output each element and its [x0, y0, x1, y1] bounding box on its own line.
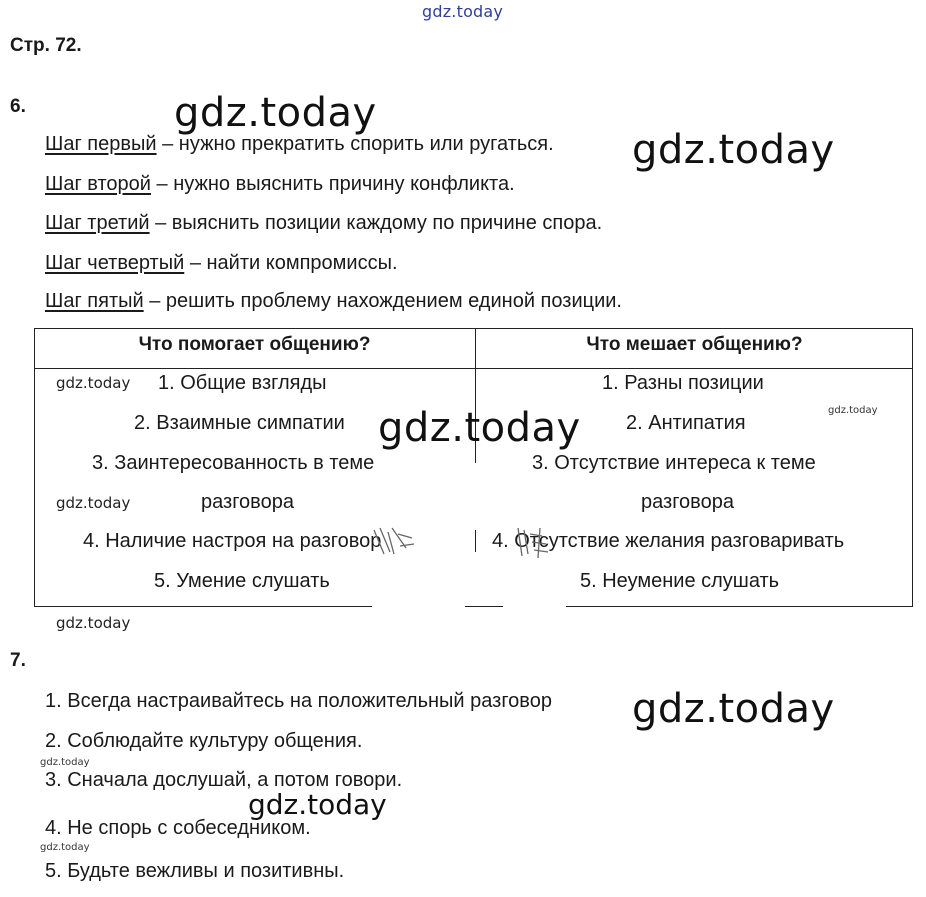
watermark-tiny: gdz.today: [40, 842, 90, 853]
watermark-tiny: gdz.today: [40, 757, 90, 768]
step-name: Шаг третий: [45, 212, 150, 234]
table-cell: разговора: [641, 491, 734, 513]
table-column-divider: [475, 530, 476, 552]
table-header-hinders: Что мешает общению?: [586, 334, 803, 355]
watermark-small: gdz.today: [56, 494, 131, 512]
advice-item: 5. Будьте вежливы и позитивны.: [45, 860, 345, 882]
table-cell: разговора: [201, 491, 294, 513]
step-name: Шаг второй: [45, 173, 151, 195]
step-name: Шаг четвертый: [45, 252, 185, 274]
step-text: – выяснить позиции каждому по причине спора.: [149, 212, 603, 234]
table-cell: 1. Общие взгляды: [158, 372, 327, 394]
advice-item: 3. Сначала дослушай, а потом говори.: [45, 769, 403, 791]
step-text: – нужно выяснить причину конфликта.: [150, 173, 515, 195]
table-cell: 2. Взаимные симпатии: [134, 412, 345, 434]
table-cell: 2. Антипатия: [626, 412, 746, 434]
advice-item: 2. Соблюдайте культуру общения.: [45, 730, 363, 752]
step-text: – найти компромиссы.: [184, 252, 398, 274]
task6-number: 6.: [10, 96, 26, 117]
step-name: Шаг первый: [45, 133, 157, 155]
table-border-gap: [503, 604, 566, 609]
task7-number: 7.: [10, 650, 26, 671]
table-cell: 5. Умение слушать: [154, 570, 330, 592]
step-line: [45, 173, 515, 196]
table-cell: 3. Отсутствие интереса к теме: [532, 452, 816, 474]
advice-item: 1. Всегда настраивайтесь на положительный разговор: [45, 690, 552, 712]
watermark-small: gdz.today: [56, 374, 131, 392]
scribble-mark: [370, 524, 418, 558]
table-cell: 4. Отсутствие желания разговаривать: [492, 530, 845, 552]
table-header-divider: [34, 368, 913, 369]
page-reference: Стр. 72.: [10, 35, 82, 56]
watermark-large: gdz.today: [632, 686, 835, 732]
table-border-gap: [372, 604, 465, 609]
watermark-top: gdz.today: [422, 2, 504, 21]
table-cell: 3. Заинтересованность в теме: [92, 452, 375, 474]
table-cell: 4. Наличие настроя на разговор: [83, 530, 382, 552]
table-cell: 1. Разны позиции: [602, 372, 764, 394]
step-name: Шаг пятый: [45, 290, 144, 312]
advice-item: 4. Не спорь с собеседником.: [45, 817, 311, 839]
watermark-small: gdz.today: [56, 614, 131, 632]
watermark-large: gdz.today: [174, 90, 377, 136]
watermark-large: gdz.today: [378, 405, 581, 451]
step-line: [45, 133, 554, 156]
watermark-large: gdz.today: [632, 127, 835, 173]
scribble-mark: [512, 524, 552, 560]
step-line: [45, 290, 622, 313]
table-cell: 5. Неумение слушать: [580, 570, 780, 592]
step-text: – решить проблему нахождением единой позиции.: [143, 290, 622, 312]
watermark-medium: gdz.today: [248, 788, 387, 821]
step-text: – нужно прекратить спорить или ругаться.: [156, 133, 554, 155]
step-line: [45, 212, 602, 235]
table-header-helps: Что помогает общению?: [138, 334, 371, 355]
step-line: [45, 252, 398, 275]
watermark-tiny: gdz.today: [828, 405, 878, 416]
